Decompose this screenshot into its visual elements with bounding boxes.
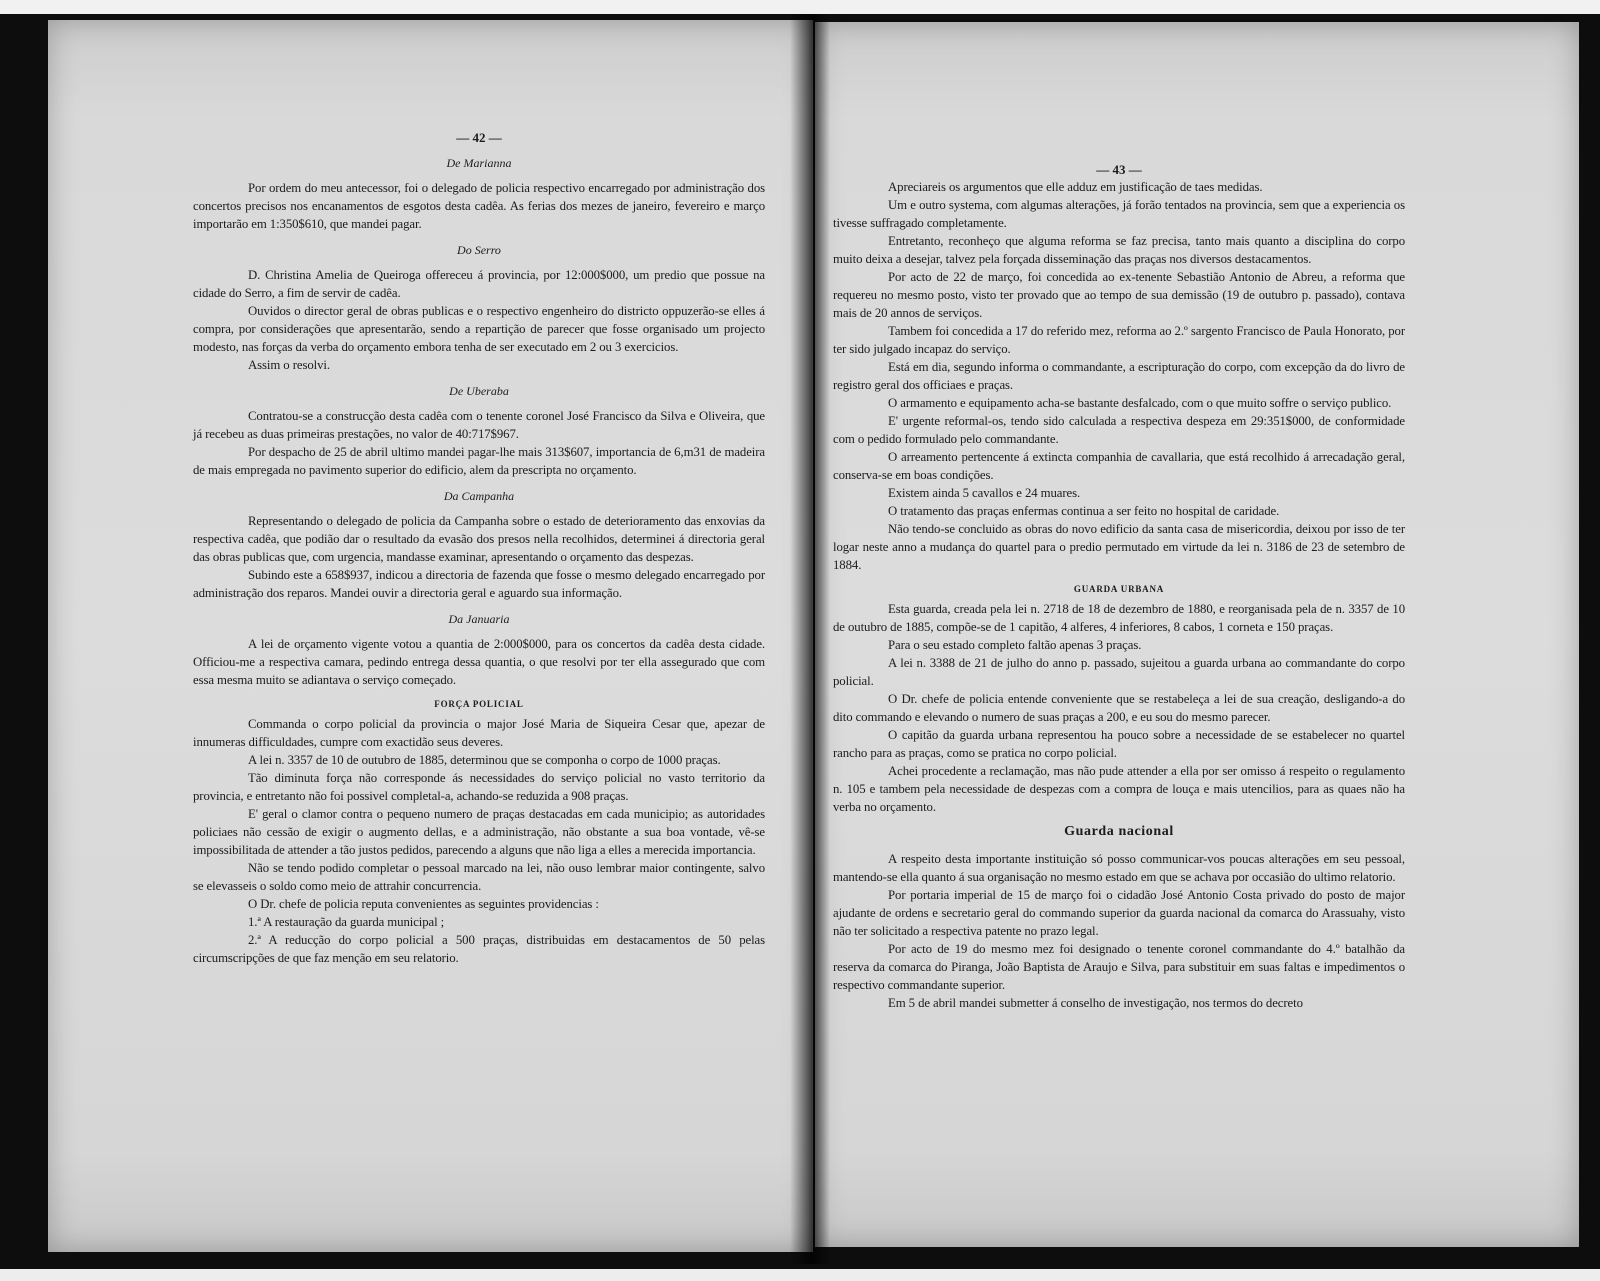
right-text-block	[833, 162, 1405, 1012]
section	[833, 584, 1405, 816]
paragraph: O tratamento das praças enfermas continua a ser feito no hospital de caridade.	[888, 504, 1280, 518]
right-page-number: — 43 —	[1096, 162, 1142, 177]
paragraph: E' geral o clamor contra o pequeno numero de praças destacadas em cada municipio; as autoridades policiaes não cessão de exigir o augmento dellas, e a administração, não obstante a sua boa vontade, vê-se impossibilitada de attender a tão justos pedidos, parecendo a alguns que não liga a elles a merecida importancia.	[193, 807, 765, 857]
paragraph: Contratou-se a construcção desta cadêa com o tenente coronel José Francisco da Silva e Oliveira, que já recebeu as duas primeiras prestações, no valor de 40:717$967.	[193, 409, 765, 441]
paragraph: A lei n. 3357 de 10 de outubro de 1885, determinou que se componha o corpo de 1000 praças.	[248, 753, 721, 767]
section-heading: De Marianna	[446, 156, 512, 170]
paragraph: A lei n. 3388 de 21 de julho do anno p. passado, sujeitou a guarda urbana ao commandante do corpo policial.	[833, 656, 1405, 688]
paragraph: 1.ª A restauração da guarda municipal ;	[248, 915, 445, 929]
paragraph: Entretanto, reconheço que alguma reforma se faz precisa, tanto mais quanto a disciplina do corpo muito deixa a desejar, talvez pela forçada disseminação das praças nos diversos destacamentos.	[833, 234, 1405, 266]
section	[193, 384, 765, 479]
paragraph: Commanda o corpo policial da provincia o major José Maria de Siqueira Cesar que, apezar de innumeras difficuldades, cumpre com exactidão seus deveres.	[193, 717, 765, 749]
section	[193, 699, 765, 967]
paragraph: 2.ª A reducção do corpo policial a 500 praças, distribuidas em destacamentos de 50 pelas circumscripções de que faz menção em seu relatorio.	[193, 933, 765, 965]
paragraph: A lei de orçamento vigente votou a quantia de 2:000$000, para os concertos da cadêa desta cidade. Officiou-me a respectiva camara, pedindo entrega dessa quantia, o que resolvi por ter ella assegurado que com essa mesma muito se adiantava o serviço começado.	[193, 637, 765, 687]
left-sections	[193, 156, 765, 967]
paragraph: Tambem foi concedida a 17 do referido mez, reforma ao 2.º sargento Francisco de Paula Honorato, por ter sido julgado incapaz do serviço.	[833, 324, 1405, 356]
section-heading: Do Serro	[457, 243, 501, 257]
paragraph: O armamento e equipamento acha-se bastante desfalcado, com o que muito soffre o serviço publico.	[888, 396, 1392, 410]
paragraph: O capitão da guarda urbana representou ha pouco sobre a necessidade de se estabelecer no quartel rancho para as praças, como se pratica no corpo policial.	[833, 728, 1405, 760]
paragraph: Por ordem do meu antecessor, foi o delegado de policia respectivo encarregado por administração dos concertos precisos nos encanamentos de esgotos desta cadêa. As ferias dos mezes de janeiro, fevereiro e março importarão em 1:350$610, que mandei pagar.	[193, 181, 765, 231]
paragraph: Por despacho de 25 de abril ultimo mandei pagar-lhe mais 313$607, importancia de 6,m31 de madeira de mais empregada no pavimento superior do edificio, alem da prescripta no orçamento.	[193, 445, 765, 477]
section	[833, 178, 1405, 574]
section	[193, 489, 765, 602]
section-heading: Guarda nacional	[1064, 824, 1174, 839]
section-heading: Da Campanha	[443, 489, 515, 503]
paragraph: Não tendo-se concluido as obras do novo edificio da santa casa de misericordia, deixou por isso de ter logar neste anno a mudança do quartel para o predio permutado em virtude da lei n. 3186 de 23 de setembro de 1884.	[833, 522, 1405, 572]
paragraph: O Dr. chefe de policia reputa convenientes as seguintes providencias :	[248, 897, 599, 911]
paragraph: Um e outro systema, com algumas alterações, já forão tentados na provincia, sem que a experiencia os tivesse suffragado completamente.	[833, 198, 1405, 230]
section	[193, 243, 765, 374]
right-sections	[833, 178, 1405, 1012]
paragraph: O Dr. chefe de policia entende conveniente que se restabeleça a lei de sua creação, desligando-a do dito commando e elevando o numero de suas praças a 200, e eu sou do mesmo parecer.	[833, 692, 1405, 724]
paragraph: Assim o resolvi.	[248, 358, 330, 372]
paragraph: A respeito desta importante instituição só posso communicar-vos poucas alterações em seu pessoal, mantendo-se ella quanto á sua organisação no mesmo estado em que se achava por occasião do ultimo relatorio.	[833, 852, 1405, 884]
paragraph: Representando o delegado de policia da Campanha sobre o estado de deterioramento das enxovias da respectiva cadêa, que podião dar o resultado da evasão dos presos nella recolhidos, determinei á directoria geral das obras publicas que, com urgencia, mandasse examinar, apresentando o orçamento das despezas.	[193, 514, 765, 564]
paragraph: Existem ainda 5 cavallos e 24 muares.	[888, 486, 1081, 500]
right-page	[815, 22, 1579, 1247]
paragraph: Para o seu estado completo faltão apenas 3 praças.	[888, 638, 1142, 652]
paragraph: Está em dia, segundo informa o commandante, a escripturação do corpo, com excepção da do livro de registro geral dos officiaes e praças.	[833, 360, 1405, 392]
paragraph: Por acto de 19 do mesmo mez foi designado o tenente coronel commandante do 4.º batalhão da reserva da comarca do Piranga, João Baptista de Araujo e Silva, para substituir em suas faltas e impedimentos o respectivo commandante superior.	[833, 942, 1405, 992]
paragraph: Não se tendo podido completar o pessoal marcado na lei, não ouso lembrar maior contingente, salvo se elevasseis o soldo como meio de attrahir concurrencia.	[193, 861, 765, 893]
paragraph: Subindo este a 658$937, indicou a directoria de fazenda que fosse o mesmo delegado encarregado por administração dos reparos. Mandei ouvir a directoria geral e aguardo sua informação.	[193, 568, 765, 600]
left-page-number: — 42 —	[456, 130, 502, 145]
scan-edge-top	[0, 0, 1600, 14]
paragraph: Achei procedente a reclamação, mas não pude attender a ella por ser omisso á respeito o regulamento n. 105 e tambem pela necessidade de despezas com a compra de louça e mais utencilios, para as quaes não ha verba no orçamento.	[833, 764, 1405, 814]
paragraph: Tão diminuta força não corresponde ás necessidades do serviço policial no vasto territorio da provincia, e entretanto não foi possivel completal-a, achando-se reduzida a 908 praças.	[193, 771, 765, 803]
paragraph: Esta guarda, creada pela lei n. 2718 de 18 de dezembro de 1880, e reorganisada pela de n. 3357 de 10 de outubro de 1885, compõe-se de 1 capitão, 4 alferes, 4 inferiores, 8 cabos, 1 corneta e 150 praças.	[833, 602, 1405, 634]
left-text-block	[193, 130, 765, 967]
scan-edge-bottom	[0, 1269, 1600, 1281]
section	[193, 612, 765, 689]
paragraph: Apreciareis os argumentos que elle adduz em justificação de taes medidas.	[888, 180, 1263, 194]
section	[833, 824, 1405, 1012]
paragraph: O arreamento pertencente á extincta companhia de cavallaria, que está recolhido á arrecadação geral, conserva-se em boas condições.	[833, 450, 1405, 482]
paragraph: Por acto de 22 de março, foi concedida ao ex-tenente Sebastião Antonio de Abreu, a reforma que requereu no mesmo posto, visto ter provado que ao tempo de sua demissão (19 de outubro p. passado), contava mais de 20 annos de serviços.	[833, 270, 1405, 320]
paragraph: Por portaria imperial de 15 de março foi o cidadão José Antonio Costa privado do posto de major ajudante de ordens e secretario geral do commando superior da guarda nacional da comarca do Arassuahy, visto não ter solicitado a respectiva patente no prazo legal.	[833, 888, 1405, 938]
paragraph: E' urgente reformal-os, tendo sido calculada a respectiva despeza em 29:351$000, de conformidade com o pedido formulado pelo commandante.	[833, 414, 1405, 446]
paragraph: D. Christina Amelia de Queiroga offereceu á provincia, por 12:000$000, um predio que possue na cidade do Serro, a fim de servir de cadêa.	[193, 268, 765, 300]
paragraph: Em 5 de abril mandei submetter á conselho de investigação, nos termos do decreto	[888, 996, 1303, 1010]
book-gutter	[790, 14, 830, 1264]
paragraph: Ouvidos o director geral de obras publicas e o respectivo engenheiro do districto oppuzerão-se elles á compra, por considerações que apresentarão, sendo a repartição de parecer que fosse organisado um projecto modesto, nas forças da verba do orçamento embora tenha de ser executado em 2 ou 3 exercicios.	[193, 304, 765, 354]
section-heading: Da Januaria	[448, 612, 510, 626]
section	[193, 156, 765, 233]
section-heading: GUARDA URBANA	[1073, 584, 1165, 594]
section-heading: FORÇA POLICIAL	[434, 699, 524, 709]
section-heading: De Uberaba	[449, 384, 509, 398]
left-page	[48, 20, 813, 1252]
